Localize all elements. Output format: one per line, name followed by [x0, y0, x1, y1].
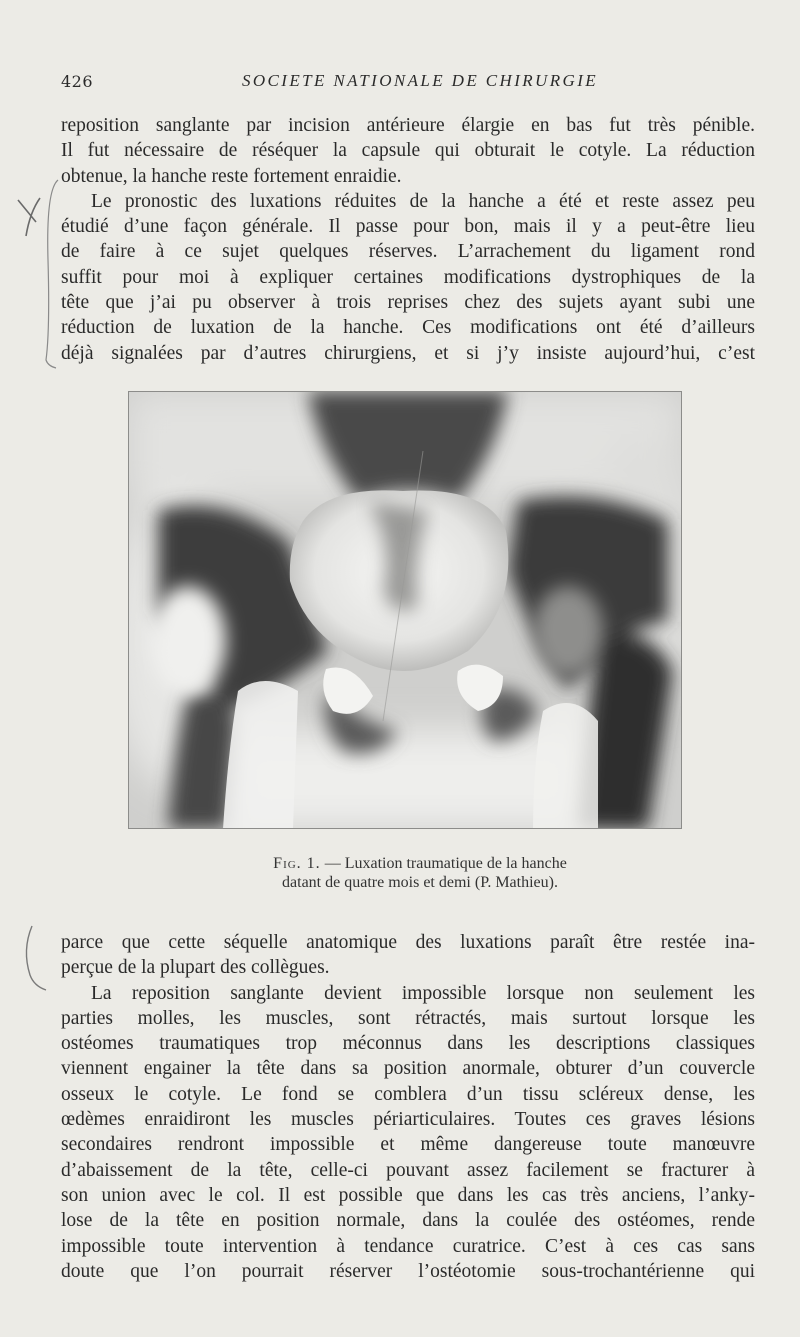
text-line: parties molles, les muscles, sont rétractés, mais surtout lorsque les [61, 1007, 755, 1029]
text-line: viennent engainer la tête dans sa position anormale, obturer d’un couvercle [61, 1058, 755, 1080]
xray-figure [128, 391, 682, 829]
caption-text-1: — Luxation traumatique de la hanche [320, 855, 567, 872]
text-line: tête que j’ai pu observer à trois reprises chez des sujets ayant subi une [61, 292, 755, 314]
figure-caption [160, 854, 680, 892]
text-line: ostéomes traumatiques trop méconnus dans les descriptions classiques [61, 1033, 755, 1055]
margin-bracket-bottom [26, 926, 46, 990]
text-line: son union avec le col. Il est possible que dans les cas très anciens, l’anky- [61, 1184, 755, 1206]
xray-image [128, 391, 682, 829]
text-line: déjà signalées par d’autres chirurgiens, et si j’y insiste aujourd’hui, c’est [61, 342, 755, 364]
text-line: obtenue, la hanche reste fortement enraidie. [61, 165, 402, 187]
paragraph-bottom [61, 930, 755, 1284]
text-line: doute que l’on pourrait réserver l’ostéotomie sous-trochantérienne qui [61, 1260, 755, 1282]
text-line: de faire à ce sujet quelques réserves. L’arrachement du ligament rond [61, 241, 755, 263]
text-line: osseux le cotyle. Le fond se comblera d’un tissu scléreux dense, les [61, 1083, 755, 1105]
text-line: d’abaissement de la tête, celle-ci pouvant assez facilement se fracturer à [61, 1159, 755, 1181]
text-line: impossible toute intervention à tendance curatrice. C’est à ces cas sans [61, 1235, 755, 1257]
margin-bracket-top [46, 180, 58, 368]
text-line: Le pronostic des luxations réduites de la hanche a été et reste assez peu [91, 190, 755, 212]
margin-x-mark [18, 198, 40, 236]
paragraph-top [61, 113, 755, 366]
text-line: suffit pour moi à expliquer certaines modifications dystrophiques de la [61, 266, 755, 288]
text-line: perçue de la plupart des collègues. [61, 957, 330, 979]
page-number: 426 [61, 72, 94, 91]
caption-line-1 [160, 854, 680, 873]
text-line: étudié d’une façon générale. Il passe pour bon, mais il y a peut-être lieu [61, 216, 755, 238]
caption-text-2: datant de quatre mois et demi (P. Mathieu). [282, 874, 558, 891]
text-line: Il fut nécessaire de réséquer la capsule qui obturait le cotyle. La réduction [61, 140, 755, 162]
text-line: La reposition sanglante devient impossible lorsque non seulement les [91, 982, 755, 1004]
text-line: secondaires rendront impossible et même dangereuse toute manœuvre [61, 1134, 755, 1156]
text-line: reposition sanglante par incision antérieure élargie en bas fut très pénible. [61, 115, 755, 136]
running-head: SOCIETE NATIONALE DE CHIRURGIE [241, 71, 599, 90]
text-line: lose de la tête en position normale, dans la coulée des ostéomes, rende [61, 1210, 755, 1232]
text-line: parce que cette séquelle anatomique des luxations paraît être restée ina- [61, 932, 755, 953]
figure-label: Fig. 1. [273, 855, 321, 872]
text-line: réduction de luxation de la hanche. Ces modifications ont été d’ailleurs [61, 317, 755, 339]
text-line: œdèmes enraidiront les muscles périarticulaires. Toutes ces graves lésions [61, 1109, 755, 1131]
